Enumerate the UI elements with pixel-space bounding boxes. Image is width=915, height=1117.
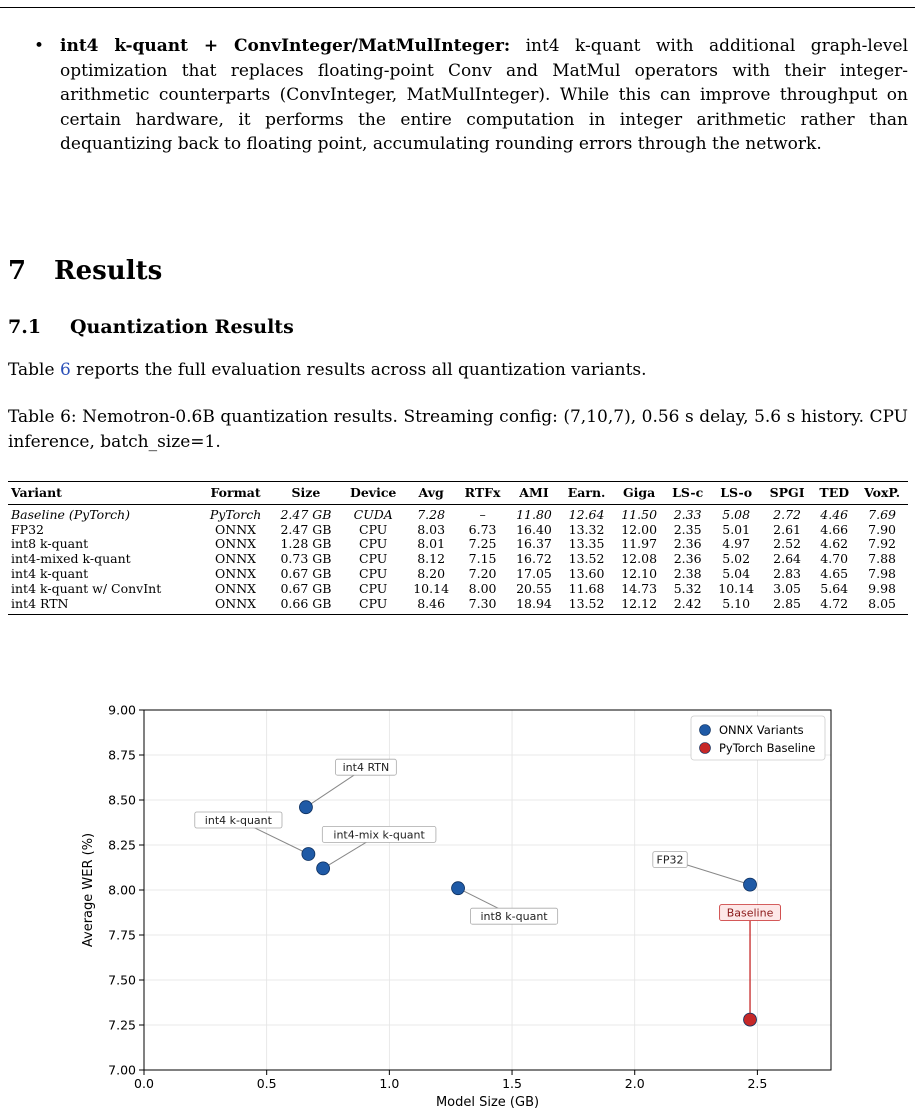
table-header-cell: VoxP. — [864, 485, 901, 500]
y-tick-label: 7.25 — [108, 1017, 136, 1033]
annotation-label: int4 k-quant — [204, 814, 272, 827]
table-cell: 4.66 — [820, 521, 849, 537]
table-cell: 16.37 — [516, 536, 552, 552]
table-row — [8, 582, 908, 597]
table-cell: 7.30 — [468, 595, 497, 611]
scatter-chart — [78, 700, 838, 1115]
table-cell: Baseline (PyTorch) — [11, 506, 131, 522]
table-cell: 1.28 GB — [280, 536, 332, 552]
table-header-cell: TED — [819, 485, 850, 500]
table-cell: 2.85 — [773, 595, 801, 611]
annotation-label: FP32 — [656, 853, 684, 867]
table-cell: int4 k-quant w/ ConvInt — [11, 580, 162, 596]
annotation-label: int4 RTN — [342, 761, 390, 775]
bullet-text — [60, 34, 908, 157]
table-cell: 13.52 — [568, 551, 605, 567]
subsection-title: Quantization Results — [70, 316, 294, 338]
table-cell: 17.05 — [516, 565, 552, 581]
table-cell: 2.36 — [673, 536, 702, 552]
legend-marker — [700, 725, 711, 736]
table-cell: 12.08 — [621, 551, 658, 567]
table-cell: 7.69 — [868, 506, 896, 522]
y-tick-label: 7.00 — [108, 1062, 136, 1078]
table-cell: 7.88 — [868, 551, 896, 567]
y-tick-label: 7.50 — [108, 972, 136, 988]
table-cell: 13.32 — [568, 521, 605, 537]
subsection-heading — [8, 316, 294, 338]
table-header-row — [8, 482, 908, 505]
table-cell: 0.67 GB — [280, 580, 332, 596]
table-cell: CPU — [359, 551, 388, 567]
table-cell: 12.00 — [621, 521, 658, 537]
table-cell: FP32 — [11, 521, 44, 537]
table-cell: 2.64 — [773, 551, 801, 567]
table-cell: ONNX — [215, 551, 257, 567]
table-header-cell: Device — [350, 485, 397, 500]
paragraph-pre: Table — [8, 360, 60, 380]
table-cell: 7.90 — [868, 521, 896, 537]
table-cell: 7.20 — [468, 565, 497, 581]
table-cell: int4 k-quant — [11, 565, 89, 581]
table-cell: 5.64 — [820, 580, 849, 596]
table-cell: 8.05 — [868, 595, 896, 611]
table-cell: CPU — [359, 580, 388, 596]
table-cell: 0.73 GB — [280, 551, 332, 567]
annotation-label: Baseline — [726, 906, 774, 920]
table-cell: 2.47 GB — [280, 521, 332, 537]
table-cell: 7.92 — [868, 536, 896, 552]
table-header-cell: Format — [210, 485, 261, 500]
table-cell: 12.12 — [621, 595, 658, 611]
paragraph-post: reports the full evaluation results across all quantization variants. — [70, 360, 647, 380]
legend-label: ONNX Variants — [719, 723, 804, 737]
table-cell: 4.46 — [820, 506, 849, 522]
table-cell: 13.60 — [568, 565, 605, 581]
table-row — [8, 537, 908, 552]
table-reference-link[interactable]: 6 — [59, 360, 71, 380]
table-cell: CPU — [359, 521, 388, 537]
table-header-cell: Size — [291, 485, 321, 500]
table-header-cell: Avg — [418, 485, 444, 500]
y-tick-label: 8.00 — [108, 882, 136, 898]
table-cell: 11.97 — [621, 536, 658, 552]
x-axis-label: Model Size (GB) — [435, 1095, 540, 1110]
y-tick-label: 8.50 — [108, 792, 136, 808]
bullet-body: int4 k-quant with additional graph-level optimization that replaces floating-point Conv and MatMul operators with their integer-arithmetic counterparts (ConvInteger, MatMulInteger). While this can improve throughput on certain hardware, it performs the entire computation in integer arithmetic rather than dequantizing back to floating point, accumulating rounding errors through the network. — [60, 36, 909, 154]
table-cell: 2.47 GB — [280, 506, 332, 522]
table-cell: 11.68 — [568, 580, 605, 596]
table-cell: 10.14 — [718, 580, 755, 596]
table-header-cell: Giga — [623, 485, 656, 500]
table-cell: 7.98 — [868, 565, 896, 581]
annotation-label: int4-mix k-quant — [333, 828, 425, 842]
data-point — [744, 878, 757, 891]
table-cell: 13.52 — [568, 595, 605, 611]
body-paragraph — [8, 360, 647, 380]
top-rule — [0, 7, 915, 8]
table-cell: 20.55 — [516, 580, 552, 596]
section-number: 7 — [8, 256, 27, 286]
table-cell: PyTorch — [209, 506, 262, 522]
table-header-cell: LS-c — [672, 485, 704, 500]
table-cell: 7.28 — [417, 506, 446, 522]
bullet-title: int4 k-quant + ConvInteger/MatMulInteger: — [60, 36, 511, 56]
table-header-cell: Variant — [11, 485, 62, 500]
table-cell: 4.70 — [820, 551, 849, 567]
legend-marker — [700, 743, 711, 754]
table-cell: int8 k-quant — [11, 536, 89, 552]
table-cell: 16.72 — [516, 551, 552, 567]
table-cell: 2.61 — [773, 521, 801, 537]
table-cell: 2.38 — [673, 565, 702, 581]
table-cell: – — [479, 506, 486, 522]
table-cell: 5.10 — [722, 595, 751, 611]
table-cell: 16.40 — [516, 521, 552, 537]
table-cell: 8.12 — [417, 551, 446, 567]
data-point — [744, 1013, 757, 1026]
table-cell: 2.33 — [673, 506, 702, 522]
table-cell: 6.73 — [468, 521, 497, 537]
x-tick-label: 0.5 — [256, 1076, 277, 1091]
table-body — [8, 504, 908, 615]
table-cell: 2.36 — [673, 551, 702, 567]
table-cell: 18.94 — [516, 595, 552, 611]
table-row — [8, 567, 908, 582]
results-table — [8, 481, 908, 615]
table-cell: 3.05 — [773, 580, 801, 596]
y-tick-label: 8.75 — [108, 747, 136, 763]
table-cell: 5.32 — [673, 580, 702, 596]
table-cell: 7.25 — [468, 536, 497, 552]
data-point — [452, 882, 465, 895]
table-cell: ONNX — [215, 595, 257, 611]
table-cell: 2.42 — [673, 595, 702, 611]
data-point — [299, 801, 312, 814]
y-tick-label: 8.25 — [108, 837, 136, 853]
table-cell: int4-mixed k-quant — [11, 551, 131, 567]
table-cell: 13.35 — [568, 536, 605, 552]
y-axis-label: Average WER (%) — [81, 832, 96, 948]
table-cell: 8.00 — [468, 580, 497, 596]
table-cell: 11.80 — [516, 506, 552, 522]
table-cell: CPU — [359, 565, 388, 581]
table-cell: 5.01 — [722, 521, 751, 537]
table-cell: 5.04 — [722, 565, 751, 581]
table-cell: 11.50 — [621, 506, 658, 522]
x-tick-label: 1.0 — [379, 1076, 400, 1091]
bullet-item — [36, 34, 908, 157]
table-row — [8, 597, 908, 615]
table-cell: 4.62 — [820, 536, 849, 552]
data-point — [317, 862, 330, 875]
bullet-dot: • — [34, 36, 45, 56]
section-heading — [8, 256, 162, 286]
y-tick-label: 9.00 — [108, 702, 136, 718]
table-cell: 8.01 — [417, 536, 446, 552]
table-cell: 5.08 — [722, 506, 751, 522]
table-cell: ONNX — [215, 580, 257, 596]
table-cell: 7.15 — [468, 551, 497, 567]
table-cell: 5.02 — [722, 551, 751, 567]
table-cell: 14.73 — [621, 580, 658, 596]
table-cell: ONNX — [215, 521, 257, 537]
table-cell: 9.98 — [868, 580, 896, 596]
table-cell: 4.72 — [820, 595, 849, 611]
table-cell: int4 RTN — [11, 595, 69, 611]
table-header-cell: SPGI — [769, 485, 805, 500]
table-header-cell: RTFx — [464, 485, 501, 500]
table-cell: 12.64 — [568, 506, 605, 522]
table-cell: CPU — [359, 595, 388, 611]
table-cell: 8.46 — [417, 595, 446, 611]
legend-label: PyTorch Baseline — [719, 741, 816, 755]
x-tick-label: 0.0 — [134, 1076, 154, 1091]
table-cell: CUDA — [353, 506, 393, 522]
table-cell: 4.97 — [722, 536, 751, 552]
table-cell: 2.35 — [673, 521, 702, 537]
table-header-cell: AMI — [519, 485, 549, 500]
x-tick-label: 2.5 — [747, 1076, 768, 1091]
table-cell: ONNX — [215, 536, 257, 552]
table-row — [8, 523, 908, 538]
table-cell: 12.10 — [621, 565, 658, 581]
x-tick-label: 1.5 — [502, 1076, 522, 1091]
table-caption: Table 6: Nemotron-0.6B quantization results. Streaming config: (7,10,7), 0.56 s delay, 5.6 s history. CPU inference, batch_size=1. — [8, 407, 908, 452]
table-row — [8, 552, 908, 567]
table-cell: ONNX — [215, 565, 257, 581]
table-header-cell: LS-o — [720, 485, 753, 500]
section-title: Results — [54, 256, 163, 286]
table-header-cell: Earn. — [567, 485, 606, 500]
table-cell: 8.03 — [417, 521, 446, 537]
x-tick-label: 2.0 — [624, 1076, 645, 1091]
table-cell: 8.20 — [417, 565, 446, 581]
table-cell: 2.52 — [773, 536, 801, 552]
table-cell: CPU — [359, 536, 388, 552]
table-cell: 2.72 — [773, 506, 801, 522]
table-cell: 0.67 GB — [280, 565, 332, 581]
table-cell: 4.65 — [820, 565, 849, 581]
table-cell: 0.66 GB — [280, 595, 332, 611]
annotation-label: int8 k-quant — [480, 910, 548, 924]
table-row — [8, 504, 908, 522]
table-cell: 10.14 — [413, 580, 450, 596]
data-point — [302, 848, 315, 861]
table-cell: 2.83 — [773, 565, 801, 581]
y-tick-label: 7.75 — [108, 927, 136, 943]
subsection-number: 7.1 — [8, 316, 42, 338]
